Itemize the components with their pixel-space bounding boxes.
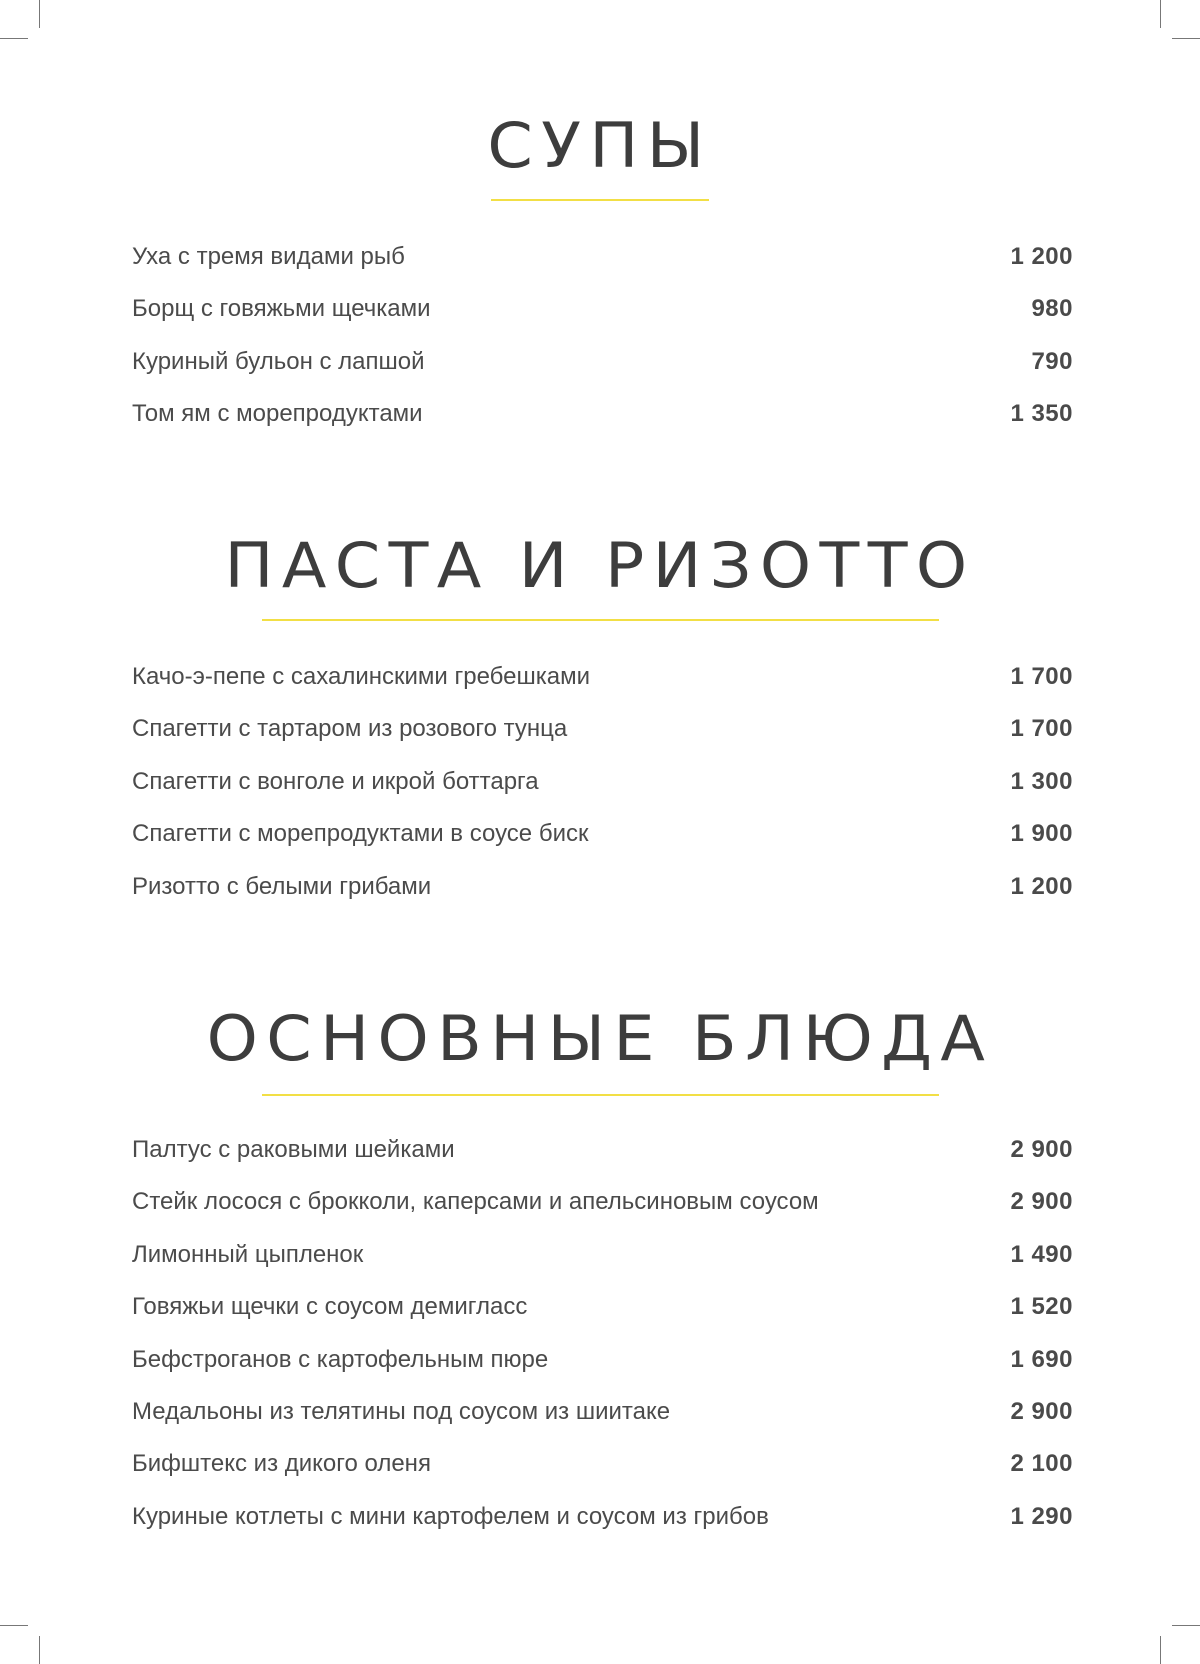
crop-mark: [1172, 1625, 1200, 1626]
section-title: СУПЫ: [487, 109, 713, 182]
menu-list-soups: [132, 243, 1073, 453]
menu-item: [132, 820, 1073, 872]
menu-section-mains: [0, 1002, 1200, 1096]
menu-item-price: 1 700: [1010, 663, 1073, 690]
menu-item-name: Уха с тремя видами рыб: [132, 243, 405, 270]
menu-item-name: Ризотто с белыми грибами: [132, 872, 432, 900]
menu-item-price: 1 700: [1010, 715, 1073, 743]
section-title: ОСНОВНЫЕ БЛЮДА: [206, 1002, 994, 1075]
menu-item-name: Палтус с раковыми шейками: [132, 1136, 455, 1163]
menu-item-price: 1 200: [1010, 243, 1073, 270]
menu-item-name: Бифштекс из дикого оленя: [132, 1450, 431, 1478]
crop-mark: [39, 1636, 40, 1664]
crop-mark: [1160, 0, 1161, 28]
menu-item-name: Спагетти с вонголе и икрой боттарга: [132, 767, 539, 795]
crop-mark: [0, 1625, 28, 1626]
menu-item: [132, 348, 1073, 400]
menu-item-name: Борщ с говяжьми щечками: [132, 295, 431, 323]
menu-item-name: Говяжьи щечки с соусом демигласс: [132, 1293, 528, 1321]
title-underline: [491, 199, 709, 201]
menu-item-name: Спагетти с тартаром из розового тунца: [132, 715, 568, 743]
title-underline: [262, 619, 939, 621]
menu-item-price: 2 900: [1010, 1136, 1073, 1163]
menu-item: [132, 1346, 1073, 1398]
menu-item-price: 1 300: [1010, 767, 1073, 795]
menu-item: [132, 243, 1073, 295]
crop-mark: [1160, 1636, 1161, 1664]
menu-item: [132, 1293, 1073, 1345]
menu-section-soups: [0, 109, 1200, 201]
section-title: ПАСТА И РИЗОТТО: [224, 529, 976, 602]
menu-item-price: 1 350: [1010, 400, 1073, 428]
menu-item-name: Качо-э-пепе с сахалинскими гребешками: [132, 663, 591, 690]
crop-mark: [1172, 38, 1200, 39]
menu-item: [132, 295, 1073, 347]
menu-item: [132, 1136, 1073, 1188]
menu-item-name: Лимонный цыпленок: [132, 1240, 364, 1268]
menu-item: [132, 1188, 1073, 1240]
menu-list-pasta: [132, 663, 1073, 925]
menu-item: [132, 768, 1073, 820]
menu-item: [132, 1398, 1073, 1450]
menu-item-name: Том ям с морепродуктами: [132, 400, 423, 428]
crop-mark: [0, 38, 28, 39]
menu-item-price: 980: [1031, 295, 1073, 323]
crop-mark: [39, 0, 40, 28]
menu-item: [132, 1450, 1073, 1502]
menu-item: [132, 1503, 1073, 1555]
menu-item-name: Стейк лосося с брокколи, каперсами и апельсиновым соусом: [132, 1188, 819, 1216]
menu-section-pasta: [0, 529, 1200, 621]
menu-item-price: 1 200: [1010, 872, 1073, 900]
menu-item: [132, 400, 1073, 452]
menu-item-price: 1 520: [1010, 1293, 1073, 1321]
menu-item-name: Куриный бульон с лапшой: [132, 347, 425, 375]
menu-item: [132, 873, 1073, 925]
menu-item-price: 2 900: [1010, 1397, 1073, 1425]
menu-item-name: Бефстроганов с картофельным пюре: [132, 1345, 549, 1373]
menu-item-price: 2 100: [1010, 1450, 1073, 1478]
menu-item-price: 1 690: [1010, 1345, 1073, 1373]
menu-item-name: Спагетти с морепродуктами в соусе биск: [132, 820, 589, 848]
menu-item-name: Медальоны из телятины под соусом из шиитаке: [132, 1397, 671, 1425]
menu-item-price: 1 290: [1010, 1502, 1073, 1530]
menu-item-price: 1 490: [1010, 1240, 1073, 1268]
menu-item: [132, 715, 1073, 767]
title-underline: [262, 1094, 939, 1096]
menu-list-mains: [132, 1136, 1073, 1555]
menu-item-price: 790: [1031, 347, 1073, 375]
menu-item: [132, 1241, 1073, 1293]
menu-item-price: 2 900: [1010, 1188, 1073, 1216]
menu-item: [132, 663, 1073, 715]
menu-item-name: Куриные котлеты с мини картофелем и соусом из грибов: [132, 1502, 769, 1530]
menu-item-price: 1 900: [1010, 820, 1073, 848]
